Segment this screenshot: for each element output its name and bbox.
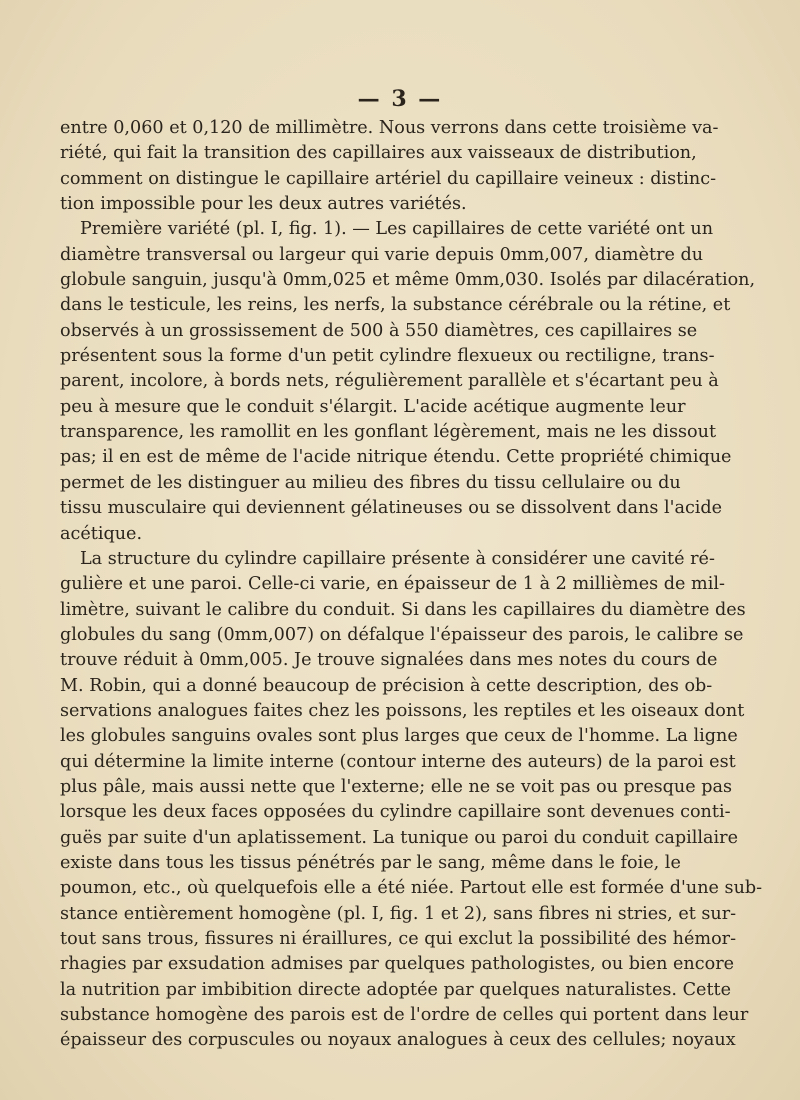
text-line: stance entièrement homogène (pl. I, fig. 1 et 2), sans fibres ni stries, et sur- (60, 903, 737, 924)
text-line: M. Robin, qui a donné beaucoup de précision à cette description, des ob- (60, 675, 713, 696)
text-line: épaisseur des corpuscules ou noyaux analogues à ceux des cellules; noyaux (60, 1030, 736, 1051)
text-line: La structure du cylindre capillaire présente à considérer une cavité ré- (80, 548, 715, 569)
text-line: trouve réduit à 0mm,005. Je trouve signalées dans mes notes du cours de (60, 650, 718, 671)
text-line: diamètre transversal ou largeur qui varie depuis 0mm,007, diamètre du (60, 244, 704, 265)
text-line: poumon, etc., où quelquefois elle a été niée. Partout elle est formée d'une sub- (60, 878, 763, 899)
text-line: Première variété (pl. I, fig. 1). — Les capillaires de cette variété ont un (80, 219, 714, 240)
text-line: riété, qui fait la transition des capillaires aux vaisseaux de distribution, (60, 143, 697, 164)
text-line: servations analogues faites chez les poissons, les reptiles et les oiseaux dont (60, 700, 745, 721)
text-line: parent, incolore, à bords nets, régulièrement parallèle et s'écartant peu à (60, 371, 719, 392)
text-line: la nutrition par imbibition directe adoptée par quelques naturalistes. Cette (60, 979, 732, 1000)
text-line: tout sans trous, fissures ni éraillures, ce qui exclut la possibilité des hémor- (60, 929, 737, 949)
text-line: globule sanguin, jusqu'à 0mm,025 et même 0mm,030. Isolés par dilacération, (60, 270, 756, 291)
text-line: lorsque les deux faces opposées du cylindre capillaire sont devenues conti- (60, 802, 731, 823)
text-line: rhagies par exsudation admises par quelques pathologistes, ou bien encore (60, 954, 735, 975)
text-line: limètre, suivant le calibre du conduit. Si dans les capillaires du diamètre des (60, 599, 746, 620)
text-line: comment on distingue le capillaire artériel du capillaire veineux : distinc- (60, 168, 717, 189)
text-line: plus pâle, mais aussi nette que l'externe; elle ne se voit pas ou presque pas (60, 776, 733, 797)
text-line: peu à mesure que le conduit s'élargit. L'acide acétique augmente leur (60, 396, 686, 417)
text-line: les globules sanguins ovales sont plus larges que ceux de l'homme. La ligne (60, 726, 738, 747)
text-line: pas; il en est de même de l'acide nitrique étendu. Cette propriété chimique (60, 447, 732, 468)
text-line: globules du sang (0mm,007) on défalque l'épaisseur des parois, le calibre se (60, 624, 744, 645)
text-line: transparence, les ramollit en les gonflant légèrement, mais ne les dissout (60, 422, 717, 443)
text-line: substance homogène des parois est de l'ordre de celles qui portent dans leur (60, 1005, 749, 1026)
text-line: gulière et une paroi. Celle-ci varie, en épaisseur de 1 à 2 millièmes de mil- (60, 574, 725, 595)
text-line: observés à un grossissement de 500 à 550 diamètres, ces capillaires se (60, 320, 698, 341)
text-line: dans le testicule, les reins, les nerfs, la substance cérébrale ou la rétine, et (60, 295, 731, 316)
body-text (60, 116, 763, 1054)
page-number: — 3 — (357, 86, 443, 112)
text-line: guës par suite d'un aplatissement. La tunique ou paroi du conduit capillaire (60, 827, 738, 848)
text-line: existe dans tous les tissus pénétrés par le sang, même dans le foie, le (60, 852, 681, 873)
text-line: tissu musculaire qui deviennent gélatineuses ou se dissolvent dans l'acide (60, 498, 723, 519)
text-line: qui détermine la limite interne (contour interne des auteurs) de la paroi est (60, 751, 736, 772)
text-line: présentent sous la forme d'un petit cylindre flexueux ou rectiligne, trans- (60, 346, 715, 367)
text-line: acétique. (60, 523, 143, 544)
text-line: permet de les distinguer au milieu des fibres du tissu cellulaire ou du (60, 472, 681, 493)
text-line: entre 0,060 et 0,120 de millimètre. Nous verrons dans cette troisième va- (60, 118, 719, 138)
text-line: tion impossible pour les deux autres variétés. (60, 194, 467, 215)
